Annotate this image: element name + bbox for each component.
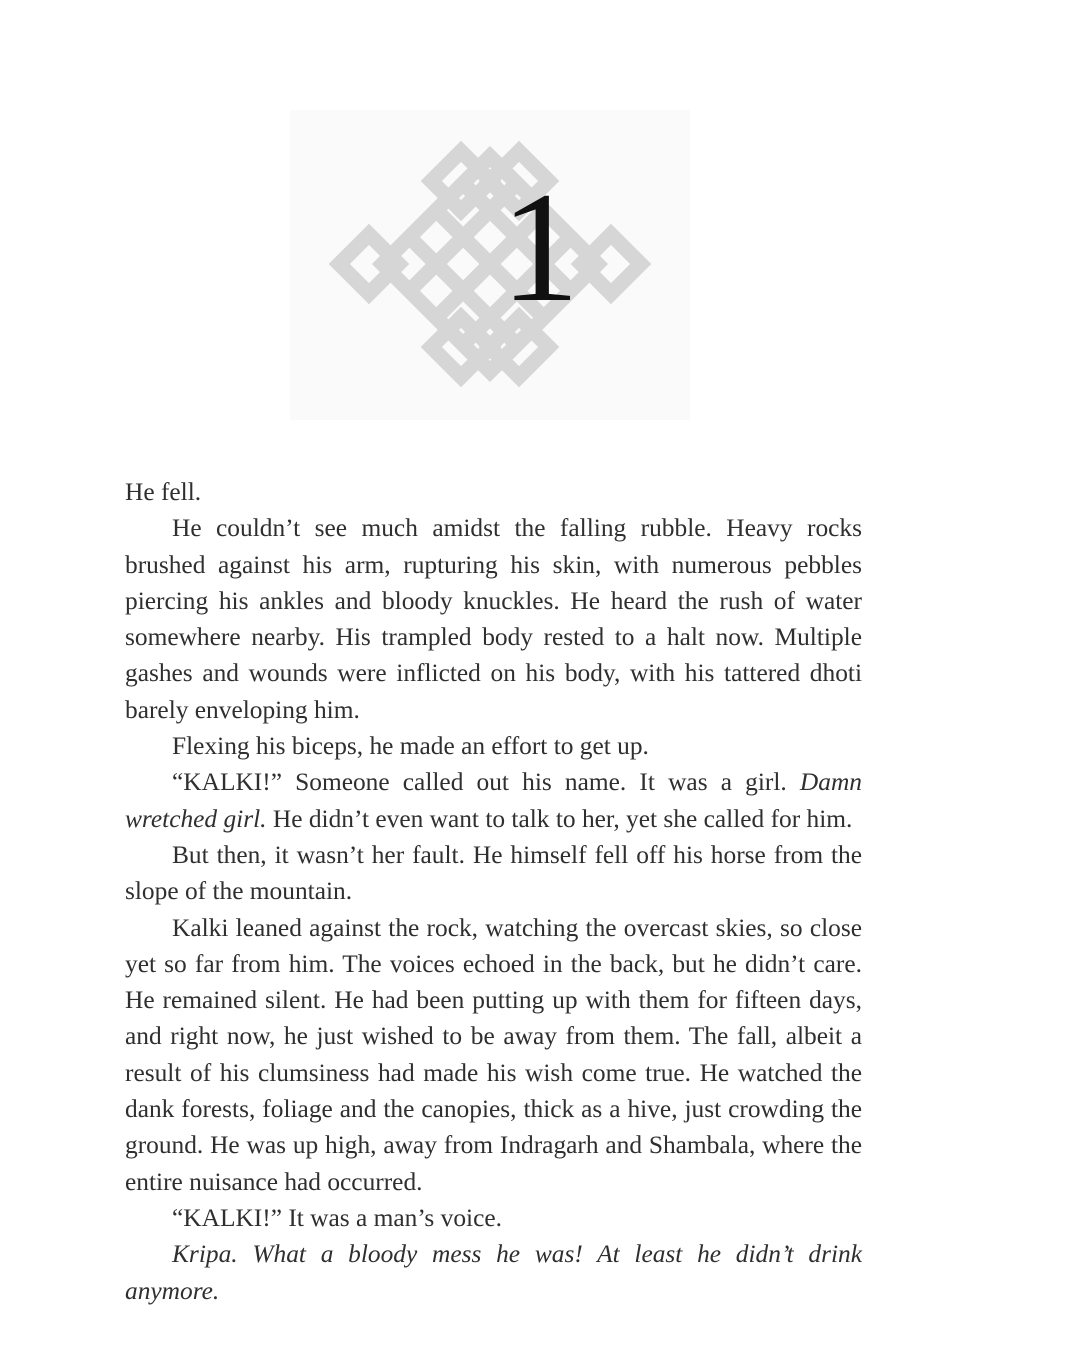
paragraph-4 (125, 764, 862, 837)
paragraph-4-italic: Damn wretched girl. (125, 768, 862, 833)
paragraph-3: Flexing his biceps, he made an effort to get up. (172, 732, 649, 761)
paragraph-6: Kalki leaned against the rock, watching the overcast skies, so close yet so far from him. The voices echoed in the back, but he didn’t care. He remained silent. He had been putting up with them for fifteen days, and right now, he just wished to be away from them. The fall, albeit a result of his clumsiness had made his wish come true. He watched the dank forests, foliage and the canopies, thick as a hive, just crowding the ground. He was up high, away from Indragarh and Shambala, where the entire nuisance had occurred. (125, 913, 862, 1196)
paragraph-7: “KALKI!” It was a man’s voice. (172, 1203, 502, 1232)
paragraph-1: He fell. (125, 478, 202, 506)
chapter-body (125, 474, 862, 1309)
paragraph-8 (125, 1236, 862, 1309)
paragraph-4-text-c: He didn’t even want to talk to her, yet she called for him. (266, 804, 853, 833)
chapter-number: 1 (500, 160, 580, 335)
paragraph-8-italic: Kripa. What a bloody mess he was! At least he didn’t drink anymore. (125, 1240, 862, 1305)
paragraph-2: He couldn’t see much amidst the falling rubble. Heavy rocks brushed against his arm, rupturing his skin, with numerous pebbles piercing his ankles and bloody knuckles. He heard the rush of water somewhere nearby. His trampled body rested to a halt now. Multiple gashes and wounds were inflicted on his body, with his tattered dhoti barely enveloping him. (125, 514, 862, 724)
paragraph-5: But then, it wasn’t her fault. He himself fell off his horse from the slope of the mountain. (125, 840, 862, 906)
paragraph-4-text-a: “KALKI!” Someone called out his name. It was a girl. (172, 768, 800, 797)
